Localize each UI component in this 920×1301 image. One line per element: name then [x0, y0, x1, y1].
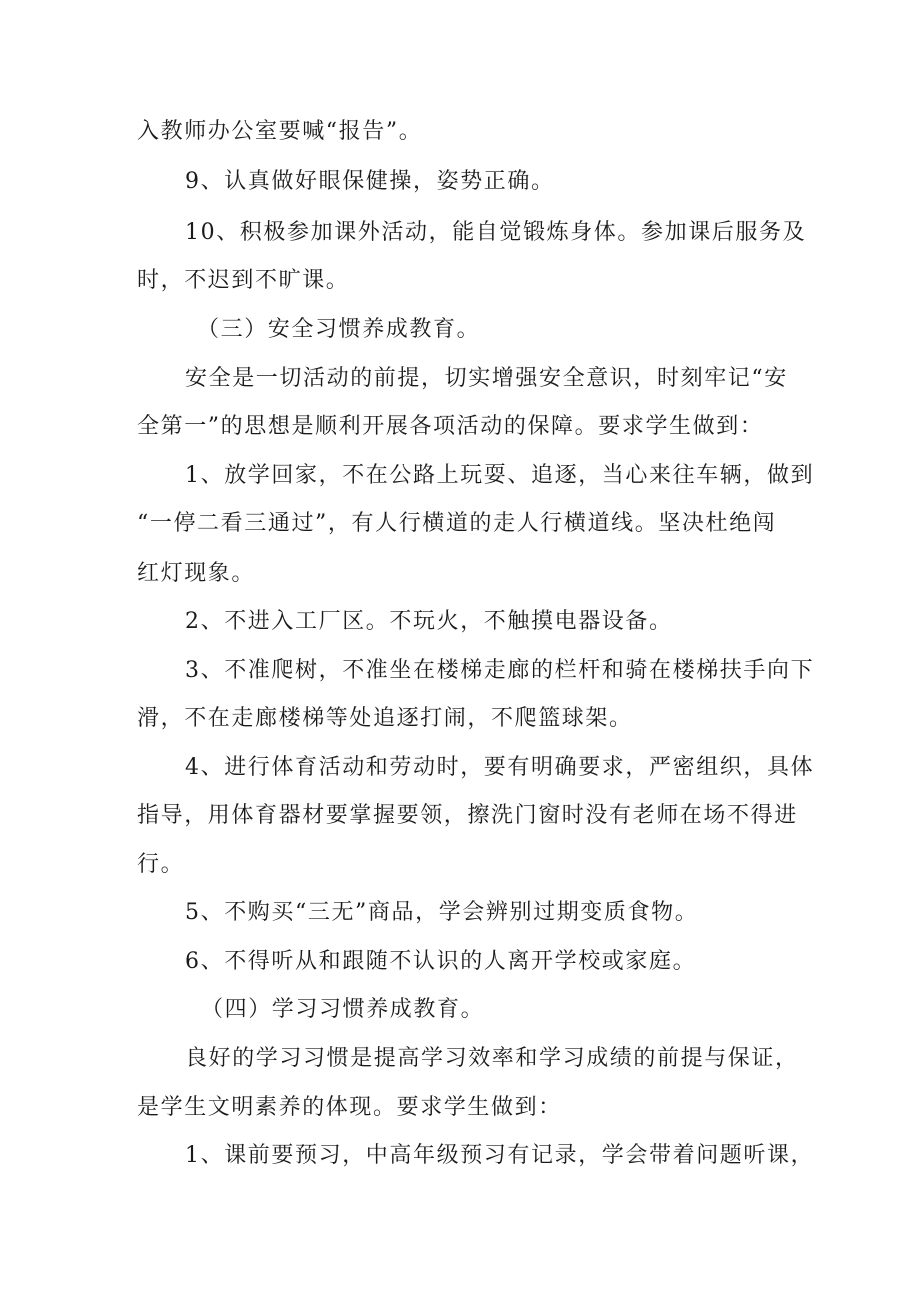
section-heading: （四）学习习惯养成教育。 — [201, 997, 485, 1022]
section-heading: （三）安全习惯养成教育。 — [197, 317, 481, 342]
text-line: 滑，不在走廊楼梯等处追逐打闹，不爬篮球架。 — [137, 706, 633, 731]
text-line: “一停二看三通过”，有人行横道的走人行横道线。坚决杜绝闯 — [137, 511, 777, 536]
text-line: 3、不准爬树，不准坐在楼梯走廊的栏杆和骑在楼梯扶手向下 — [185, 658, 815, 683]
text-line: 10、积极参加课外活动，能自觉锻炼身体。参加课后服务及 — [185, 220, 807, 245]
text-line: 5、不购买“三无”商品，学会辨别过期变质食物。 — [185, 900, 699, 925]
text-line: 1、放学回家，不在公路上玩耍、追逐，当心来往车辆，做到 — [185, 463, 815, 488]
text-line: 是学生文明素养的体现。要求学生做到： — [137, 1095, 562, 1120]
text-line: 时，不迟到不旷课。 — [137, 268, 350, 293]
text-line: 安全是一切活动的前提，切实增强安全意识，时刻牢记“安 — [185, 366, 788, 391]
text-line: 红灯现象。 — [137, 561, 256, 586]
text-line: 1、课前要预习，中高年级预习有记录，学会带着问题听课， — [185, 1143, 815, 1168]
text-line: 2、不进入工厂区。不玩火，不触摸电器设备。 — [185, 609, 673, 634]
text-line: 指导，用体育器材要掌握要领，擦洗门窗时没有老师在场不得进 — [137, 803, 798, 828]
text-line: 4、进行体育活动和劳动时，要有明确要求，严密组织，具体 — [185, 755, 815, 780]
text-line: 9、认真做好眼保健操，姿势正确。 — [185, 169, 555, 194]
text-line: 全第一”的思想是顺利开展各项活动的保障。要求学生做到： — [137, 414, 764, 439]
text-line: 入教师办公室要喊“报告”。 — [137, 119, 423, 144]
text-line: 6、不得听从和跟随不认识的人离开学校或家庭。 — [185, 949, 697, 974]
text-line: 良好的学习习惯是提高学习效率和学习成绩的前提与保证， — [185, 1046, 799, 1071]
text-line: 行。 — [137, 852, 185, 877]
